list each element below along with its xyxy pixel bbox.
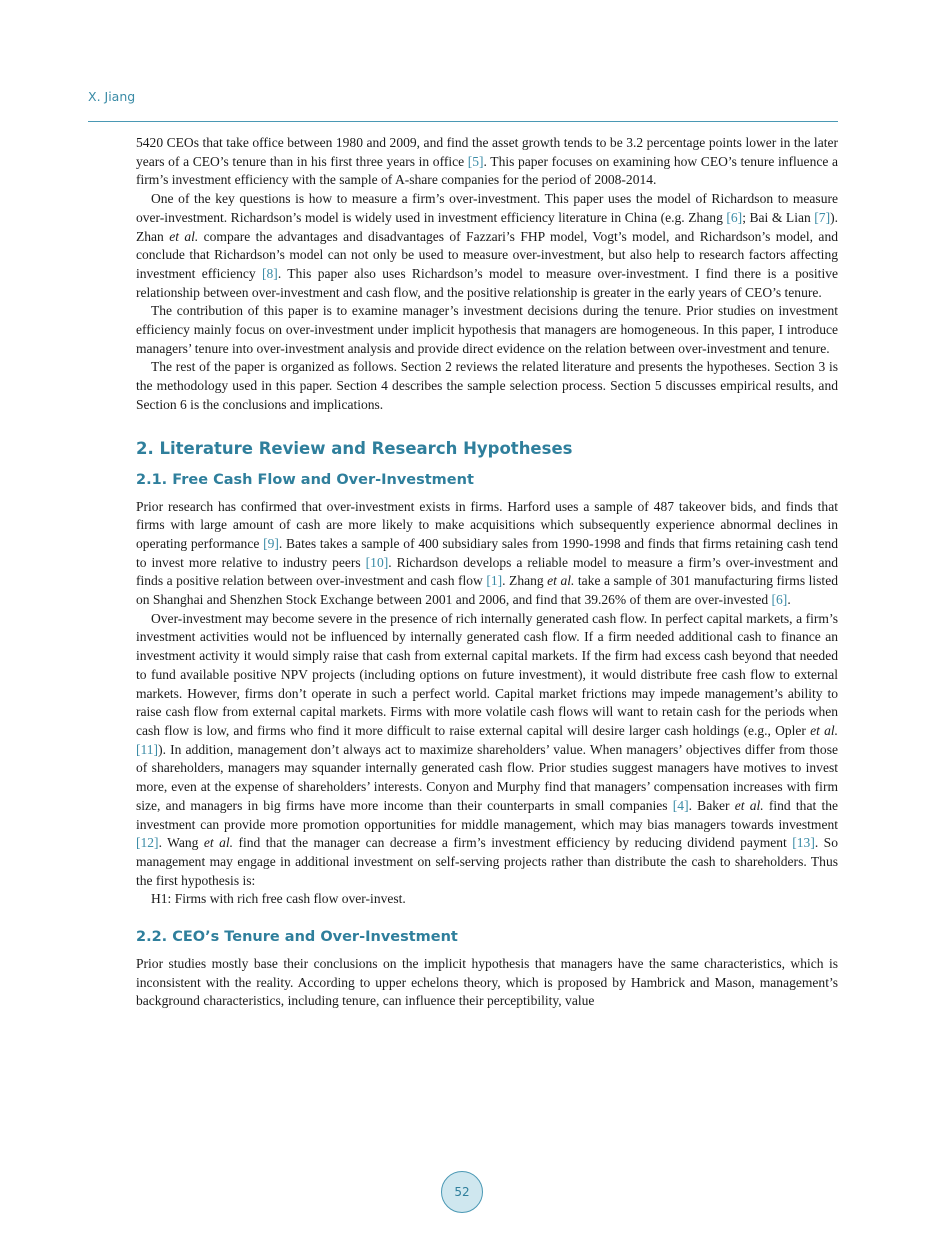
section-2-2-paragraph-1	[136, 955, 838, 1011]
citation-link[interactable]: [6]	[771, 592, 788, 608]
text-run: . Bates takes a sample of 400 subsidiary sales from 1990-1998 and finds that firms retaining cash tend to invest more relative to industry peers	[136, 535, 838, 570]
text-run: The contribution of this paper is to examine manager’s investment decisions during the tenure. Prior studies on investment efficiency mainly focus on over-investment under implicit hypothesis that managers are homogeneous. In this paper, I introduce managers’ tenure into over-investment analysis and provide direct evidence on the relation between over-investment and tenure.	[136, 303, 838, 356]
citation-link[interactable]: [7]	[814, 209, 831, 225]
citation-link[interactable]: [10]	[365, 554, 389, 570]
section-2-1-paragraph-1	[136, 498, 838, 610]
italic-text: et al.	[734, 797, 764, 813]
text-run: One of the key questions is how to measure a firm’s over-investment. This paper uses the model of Richardson to measure over-investment. Richardson’s model is widely used in investment efficiency literature in China (e.g. Zhang	[136, 191, 838, 225]
header-divider	[88, 121, 838, 122]
page-number: 52	[454, 1185, 470, 1199]
running-header-author: X. Jiang	[88, 89, 136, 104]
text-run: compare the advantages and disadvantages of Fazzari’s FHP model, Vogt’s model, and Richardson’s model, and conclude that Richardson’s model can not only be used to measure over-investment, but also help to research factors affecting investment efficiency	[136, 228, 838, 281]
text-run: .	[787, 592, 791, 608]
text-run: . Baker	[688, 797, 735, 813]
citation-link[interactable]: [12]	[136, 835, 159, 851]
citation-link[interactable]: [11]	[136, 741, 159, 757]
text-run: Prior research has confirmed that over-investment exists in firms. Harford uses a sample of 487 takeover bids, and finds that firms with large amount of cash are more likely to make acquisitions which subsequently experience abnormal declines in operating performance	[136, 498, 838, 551]
section-2-1-heading: 2.1. Free Cash Flow and Over-Investment	[136, 471, 474, 488]
text-run: . Zhang	[502, 573, 548, 589]
citation-link[interactable]: [13]	[792, 835, 815, 851]
text-run: . Wang	[158, 835, 204, 851]
citation-link[interactable]: [1]	[486, 573, 503, 589]
citation-link[interactable]: [8]	[262, 265, 278, 281]
text-run: find that the investment can provide more promotion opportunities for middle management, which may bias managers towards investment	[136, 797, 838, 832]
text-run: take a sample of 301 manufacturing firms listed on Shanghai and Shenzhen Stock Exchange between 2001 and 2006, and find that 39.26% of them are over-invested	[136, 573, 838, 608]
article-body	[136, 134, 838, 1011]
text-run: . This paper also uses Richardson’s model to measure over-investment. I find there is a positive relationship between over-investment and cash flow, and the positive relationship is greater in the early years of CEO’s tenure.	[136, 265, 838, 300]
text-run: . Richardson develops a reliable model to measure a firm’s over-investment and finds a positive relation between over-investment and cash flow	[136, 554, 839, 589]
intro-paragraph-3	[136, 302, 838, 358]
italic-text: et al.	[203, 835, 234, 851]
page-number-badge	[441, 1171, 483, 1213]
citation-link[interactable]: [5]	[467, 153, 484, 169]
section-2-2-heading: 2.2. CEO’s Tenure and Over-Investment	[136, 929, 458, 946]
text-run: ). In addition, management don’t always act to maximize shareholders’ value. When managers’ objectives differ from those of shareholders, managers may squander internally generated cash flow. Prior studies suggest managers have motives to invest more, even at the expense of shareholders’ interests. Conyon and Murphy find that managers’ compensation increases with firm size, and managers in big firms have more income than their counterparts in small companies	[136, 741, 838, 813]
intro-paragraph-2	[136, 190, 838, 302]
section-2-heading: 2. Literature Review and Research Hypotheses	[136, 438, 573, 458]
hypothesis-h1: H1: Firms with rich free cash flow over-invest.	[151, 891, 406, 907]
citation-link[interactable]: [4]	[672, 797, 689, 813]
citation-link[interactable]: [9]	[263, 535, 279, 551]
intro-paragraph-4	[136, 358, 838, 414]
text-run: . This paper focuses on examining how CEO’s tenure influence a firm’s investment efficiency with the sample of A-share companies for the period of 2008-2014.	[136, 153, 838, 188]
text-run: Prior studies mostly base their conclusions on the implicit hypothesis that managers have the same characteristics, which is inconsistent with the reality. According to upper echelons theory, which is proposed by Hambrick and Mason, management’s background characteristics, including tenure, can influence their perceptibility, value	[136, 956, 838, 1009]
intro-paragraph-1	[136, 134, 838, 190]
text-run: find that the manager can decrease a firm’s investment efficiency by reducing dividend payment	[233, 835, 793, 851]
text-run: Over-investment may become severe in the presence of rich internally generated cash flow. In perfect capital markets, a firm’s investment activities would not be influenced by internally generated cash flow. If a firm needed additional cash to finance an investment activity it would simply raise that cash from external capital markets. If the firm had excess cash beyond that needed to fund available positive NPV projects (including options on future investment), it would distribute free cash flow to external markets. However, firms don’t operate in such a perfect world. Capital market frictions may impede management’s ability to raise cash flow from external capital markets. Firms with more volatile cash flows will want to retain cash for the periods when cash flow is low, and firms who find it more difficult to raise external capital will desire larger cash holdings (e.g., Opler	[136, 610, 838, 738]
text-run: ). Zhan	[136, 209, 838, 244]
italic-text: et al.	[547, 573, 575, 589]
text-run: 5420 CEOs that take office between 1980 and 2009, and find the asset growth tends to be 3.2 percentage points lower in the later years of a CEO’s tenure than in his first three years in office	[136, 135, 838, 169]
text-run: The rest of the paper is organized as follows. Section 2 reviews the related literature and presents the hypotheses. Section 3 is the methodology used in this paper. Section 4 describes the sample selection process. Section 5 discusses empirical results, and Section 6 is the conclusions and implications.	[136, 359, 838, 412]
text-run: . So management may engage in additional investment on self-serving projects rather than distribute the cash to shareholders. Thus the first hypothesis is:	[136, 835, 838, 888]
text-run: ; Bai & Lian	[742, 209, 815, 225]
italic-text: et al.	[810, 722, 838, 738]
italic-text: et al.	[169, 228, 199, 244]
citation-link[interactable]: [6]	[726, 209, 743, 225]
section-2-1-paragraph-2	[136, 610, 838, 891]
